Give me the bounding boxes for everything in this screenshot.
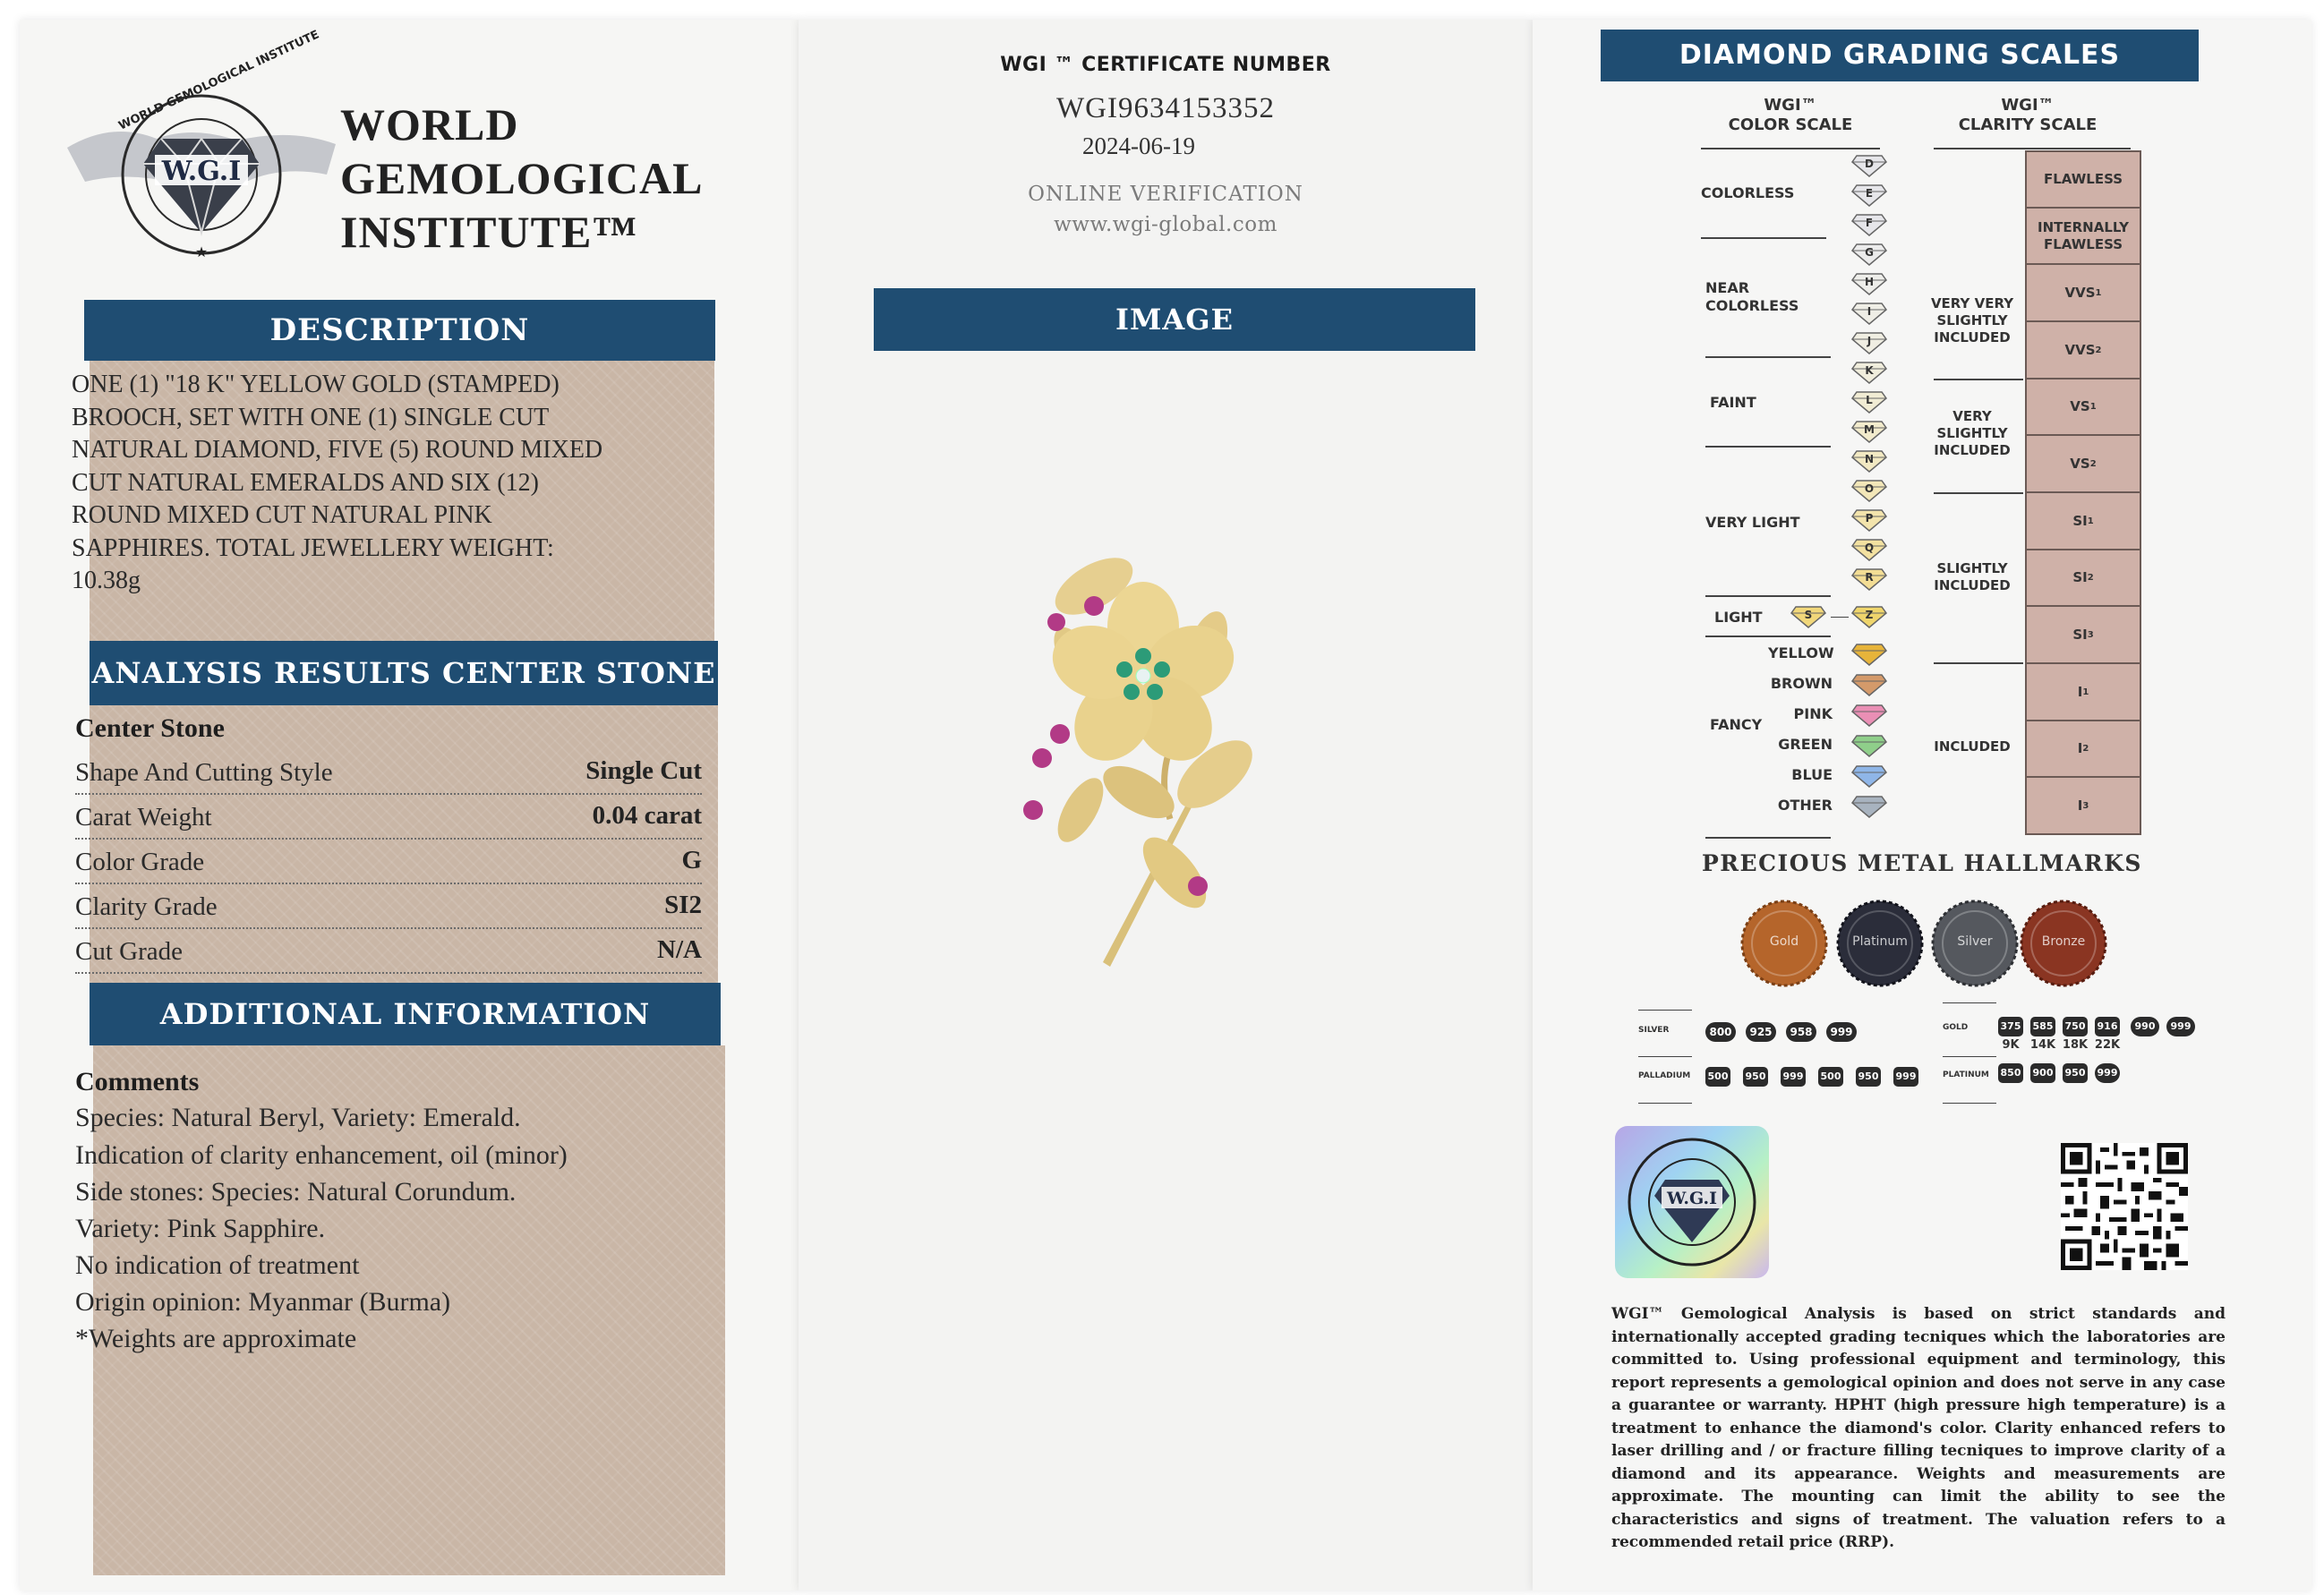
divider <box>1638 1056 1692 1057</box>
diamond-grade-letter: K <box>1865 364 1874 377</box>
medal-label: Silver <box>1957 934 1993 949</box>
diamond-grade-icon <box>1851 479 1887 502</box>
color-scale-heading-line: WGI™ <box>1764 96 1817 115</box>
clarity-scale-heading-line: CLARITY SCALE <box>1958 115 2098 134</box>
fancy-diamond-icon <box>1851 704 1887 727</box>
fancy-color-label: OTHER <box>1777 797 1833 814</box>
platinum-stamp: 900 <box>2030 1063 2055 1083</box>
clarity-grade-subscript: 1 <box>2087 516 2094 526</box>
gold-label: GOLD <box>1943 1023 1969 1032</box>
diamond-grade-letter: N <box>1864 453 1875 465</box>
diamond-grade-letter: P <box>1865 512 1874 525</box>
clarity-group-line: SLIGHTLY <box>1936 425 2008 441</box>
result-label: Color Grade <box>75 848 205 876</box>
clarity-grade-cell <box>2027 265 2140 322</box>
description-line: ROUND MIXED CUT NATURAL PINK <box>72 501 492 529</box>
diamond-grade-letter: H <box>1864 276 1875 288</box>
clarity-group-vs <box>1923 408 2021 459</box>
image-header: IMAGE <box>874 288 1475 351</box>
divider <box>1705 446 1831 448</box>
divider <box>1934 492 2023 494</box>
divider <box>1943 1002 1996 1003</box>
diamond-grade-icon <box>1851 449 1887 473</box>
clarity-grade-subscript: 1 <box>2095 287 2102 298</box>
medal-label: Gold <box>1769 934 1799 949</box>
clarity-scale-column <box>2025 150 2141 835</box>
comments-heading: Comments <box>75 1067 200 1096</box>
silver-stamp: 800 <box>1705 1022 1736 1042</box>
silver-label: SILVER <box>1638 1026 1670 1035</box>
logo-ring-text: WORLD GEMOLOGICAL INSTITUTE <box>116 28 322 133</box>
diamond-grade-letter: I <box>1867 305 1872 318</box>
diamond-grade-letter: Z <box>1865 609 1874 621</box>
description-line: NATURAL DIAMOND, FIVE (5) ROUND MIXED <box>72 436 603 464</box>
clarity-group-line: SLIGHTLY <box>1936 560 2008 576</box>
diamond-grade-icon <box>1851 213 1887 236</box>
diamond-grade-letter: L <box>1866 394 1873 406</box>
category-line: NEAR <box>1705 279 1750 296</box>
divider <box>1705 356 1831 358</box>
clarity-grade-cell <box>2027 436 2140 493</box>
result-value: Single Cut <box>585 756 702 785</box>
gold-stamp: 375 <box>1998 1017 2023 1036</box>
clarity-grade-cell <box>2027 664 2140 721</box>
category-very-light: VERY LIGHT <box>1705 514 1800 531</box>
result-row-clarity <box>75 884 702 929</box>
color-scale-heading <box>1701 96 1880 135</box>
result-row-cut <box>75 929 702 974</box>
fancy-diamond-icon <box>1851 795 1887 818</box>
diamond-grade-letter: O <box>1864 482 1875 495</box>
clarity-grade-text: SI <box>2072 626 2088 643</box>
clarity-grade-text: I <box>2077 683 2083 700</box>
result-row-carat <box>75 795 702 840</box>
diamond-grade-icon <box>1851 154 1887 177</box>
fancy-color-label: YELLOW <box>1768 644 1834 661</box>
comment-line: Species: Natural Beryl, Variety: Emerald. <box>75 1103 521 1132</box>
divider <box>1638 1010 1692 1011</box>
description-header: DESCRIPTION <box>84 300 715 361</box>
clarity-grade-subscript: 1 <box>2082 687 2089 697</box>
fancy-color-label: BLUE <box>1791 766 1833 783</box>
diamond-grade-icon <box>1851 420 1887 443</box>
diamond-grade-letter: E <box>1865 187 1874 200</box>
org-name-line-2: GEMOLOGICAL <box>340 153 704 203</box>
additional-header: ADDITIONAL INFORMATION <box>90 983 721 1045</box>
diamond-grade-letter: F <box>1865 217 1874 229</box>
divider <box>1701 148 1880 149</box>
clarity-grade-text: I <box>2077 740 2083 756</box>
gold-stamp: 999 <box>2166 1017 2195 1036</box>
gold-stamp: 990 <box>2131 1017 2159 1036</box>
result-value: SI2 <box>664 891 702 919</box>
center-stone-heading: Center Stone <box>75 713 225 743</box>
clarity-grade-subscript: 2 <box>2095 345 2102 355</box>
description-line: ONE (1) "18 K" YELLOW GOLD (STAMPED) <box>72 371 560 398</box>
palladium-stamp: 500 <box>1818 1067 1843 1087</box>
result-row-shape <box>75 750 702 795</box>
clarity-grade-text: VVS <box>2064 341 2096 358</box>
fancy-color-label: BROWN <box>1770 675 1833 692</box>
clarity-grade-subscript: 3 <box>2082 800 2089 811</box>
result-label: Clarity Grade <box>75 892 218 921</box>
clarity-grade-subscript: 2 <box>2082 744 2089 754</box>
wgi-logo <box>58 28 345 264</box>
clarity-grade-text: VVS <box>2064 284 2096 301</box>
org-name-line-3: INSTITUTE™ <box>340 207 638 257</box>
platinum-stamp: 850 <box>1998 1063 2023 1083</box>
clarity-grade-cell <box>2027 778 2140 833</box>
comment-line: Variety: Pink Sapphire. <box>75 1214 326 1243</box>
clarity-grade-text: I <box>2077 797 2083 814</box>
clarity-grade-subscript: 1 <box>2089 402 2097 412</box>
comment-line: Side stones: Species: Natural Corundum. <box>75 1177 517 1207</box>
palladium-stamp: 950 <box>1743 1067 1768 1087</box>
diamond-grade-icon <box>1851 331 1887 354</box>
online-verification-label: ONLINE VERIFICATION <box>1028 183 1303 206</box>
clarity-grade-cell <box>2027 209 2140 265</box>
result-label: Carat Weight <box>75 803 212 832</box>
diamond-grade-icon <box>1851 272 1887 295</box>
silver-medal-icon <box>1932 900 2018 986</box>
hologram-letters: W.G.I <box>1666 1189 1718 1208</box>
fancy-diamond-icon <box>1851 764 1887 788</box>
clarity-group-line: INCLUDED <box>1934 329 2011 345</box>
result-label: Shape And Cutting Style <box>75 758 333 787</box>
description-line: 10.38g <box>72 567 141 594</box>
divider <box>1705 595 1831 597</box>
divider <box>1943 1103 1996 1104</box>
clarity-group-line: VERY <box>1952 408 1992 424</box>
description-text <box>72 369 698 598</box>
diamond-grade-icon <box>1851 605 1887 628</box>
result-value: 0.04 carat <box>592 801 702 830</box>
description-line: CUT NATURAL EMERALDS AND SIX (12) <box>72 468 539 497</box>
grading-scales-header: DIAMOND GRADING SCALES <box>1601 30 2199 81</box>
silver-stamp: 958 <box>1786 1022 1816 1042</box>
category-colorless: COLORLESS <box>1701 184 1795 201</box>
palladium-stamp: 500 <box>1705 1067 1730 1087</box>
platinum-label: PLATINUM <box>1943 1070 1989 1079</box>
fancy-diamond-icon <box>1851 673 1887 696</box>
gold-medal-icon <box>1741 900 1827 986</box>
clarity-group-vvs <box>1923 295 2021 346</box>
category-line: COLORLESS <box>1705 297 1799 314</box>
divider <box>1934 379 2023 380</box>
result-label: Cut Grade <box>75 937 183 966</box>
logo-letters: W.G.I <box>161 156 242 187</box>
karat-label: 9K <box>2002 1038 2020 1052</box>
palladium-label: PALLADIUM <box>1638 1071 1691 1080</box>
clarity-grade-subscript: 3 <box>2087 629 2094 640</box>
diamond-grade-icon <box>1851 183 1887 207</box>
bronze-medal-icon <box>2021 900 2106 986</box>
divider <box>1943 1056 1996 1057</box>
clarity-grade-subscript: 2 <box>2087 573 2094 583</box>
medal-label: Bronze <box>2041 934 2086 949</box>
range-dash <box>1831 617 1849 618</box>
clarity-grade-text: VS <box>2070 398 2090 414</box>
clarity-group-included: INCLUDED <box>1934 738 2011 755</box>
diamond-grade-letter: D <box>1865 158 1874 170</box>
category-near-colorless <box>1705 279 1799 315</box>
divider <box>1701 237 1826 239</box>
diamond-grade-letter: J <box>1867 335 1872 347</box>
category-faint: FAINT <box>1710 394 1756 411</box>
brooch-photo <box>995 533 1291 985</box>
clarity-grade-cell <box>2027 152 2140 209</box>
clarity-grade-cell <box>2027 493 2140 550</box>
clarity-grade-text: SI <box>2072 569 2088 585</box>
svg-text:★: ★ <box>194 243 209 260</box>
palladium-stamp: 999 <box>1781 1067 1806 1087</box>
clarity-grade-text: VS <box>2070 455 2090 472</box>
org-name-line-1: WORLD <box>340 99 519 149</box>
clarity-grade-cell <box>2027 322 2140 380</box>
diamond-grade-icon <box>1790 605 1826 628</box>
palladium-stamp: 950 <box>1856 1067 1881 1087</box>
fancy-diamond-icon <box>1851 643 1887 666</box>
divider <box>1934 662 2023 664</box>
karat-label: 22K <box>2094 1038 2121 1052</box>
result-row-color <box>75 840 702 884</box>
palladium-stamp: 999 <box>1893 1067 1918 1087</box>
clarity-grade-text: INTERNALLY FLAWLESS <box>2038 218 2129 252</box>
clarity-group-si <box>1923 560 2021 594</box>
clarity-group-line: SLIGHTLY <box>1936 312 2008 328</box>
diamond-grade-icon <box>1851 302 1887 325</box>
fancy-color-label: GREEN <box>1778 736 1833 753</box>
online-verification-url: www.wgi-global.com <box>1054 213 1277 236</box>
category-light: LIGHT <box>1714 609 1763 626</box>
description-line: BROOCH, SET WITH ONE (1) SINGLE CUT <box>72 403 550 431</box>
divider <box>1638 1103 1692 1104</box>
karat-label: 14K <box>2029 1038 2056 1052</box>
silver-stamp: 925 <box>1746 1022 1776 1042</box>
certificate-number: WGI9634153352 <box>1056 92 1275 124</box>
platinum-stamp: 999 <box>2095 1063 2120 1083</box>
clarity-group-line: VERY VERY <box>1930 295 2014 311</box>
clarity-group-line: INCLUDED <box>1934 577 2011 593</box>
diamond-grade-icon <box>1851 390 1887 414</box>
diamond-grade-icon <box>1851 538 1887 561</box>
clarity-grade-cell <box>2027 380 2140 436</box>
clarity-grade-text: FLAWLESS <box>2043 171 2123 187</box>
qr-code[interactable] <box>2061 1141 2188 1272</box>
divider <box>1705 635 1831 637</box>
clarity-scale-heading-line: WGI™ <box>2001 96 2055 115</box>
clarity-grade-cell <box>2027 607 2140 664</box>
result-value: G <box>681 846 702 874</box>
diamond-grade-letter: S <box>1804 609 1813 621</box>
certificate-label: WGI ™ CERTIFICATE NUMBER <box>1000 54 1331 76</box>
platinum-stamp: 950 <box>2063 1063 2088 1083</box>
karat-label: 18K <box>2062 1038 2089 1052</box>
comment-line: *Weights are approximate <box>75 1324 357 1353</box>
platinum-medal-icon <box>1837 900 1923 986</box>
diamond-grade-icon <box>1851 361 1887 384</box>
gold-stamp: 750 <box>2063 1017 2088 1036</box>
description-line: SAPPHIRES. TOTAL JEWELLERY WEIGHT: <box>72 533 554 562</box>
divider <box>1934 148 2131 149</box>
fancy-color-label: PINK <box>1793 705 1833 722</box>
clarity-grade-text: SI <box>2072 512 2088 529</box>
color-scale-heading-line: COLOR SCALE <box>1728 115 1853 134</box>
comment-line: No indication of treatment <box>75 1250 360 1280</box>
diamond-grade-icon <box>1851 508 1887 532</box>
diamond-grade-icon <box>1851 243 1887 266</box>
gold-stamp: 585 <box>2030 1017 2055 1036</box>
divider <box>1705 837 1831 839</box>
diamond-grade-letter: R <box>1865 571 1874 584</box>
clarity-grade-cell <box>2027 550 2140 607</box>
medal-label: Platinum <box>1852 934 1908 949</box>
category-fancy: FANCY <box>1710 716 1763 733</box>
comment-line: Origin opinion: Myanmar (Burma) <box>75 1287 451 1317</box>
diamond-grade-letter: G <box>1865 246 1874 259</box>
diamond-grade-letter: M <box>1864 423 1875 436</box>
gold-stamp: 916 <box>2095 1017 2120 1036</box>
clarity-group-line: INCLUDED <box>1934 442 2011 458</box>
result-value: N/A <box>657 935 702 964</box>
fancy-diamond-icon <box>1851 734 1887 757</box>
clarity-grade-subscript: 2 <box>2089 458 2097 469</box>
diamond-grade-letter: Q <box>1864 542 1875 554</box>
hologram-seal <box>1615 1126 1769 1278</box>
diamond-grade-icon <box>1851 567 1887 591</box>
disclaimer-text: WGI™ Gemological Analysis is based on strict standards and internationally accepted grading tecniques which the laboratories are committed to. Using professional equipment and terminology, this report represents a gemological opinion and does not serve in any case a guarantee or warranty. HPHT (high pressure high temperature) is a treatment to enhance the diamond's color. Clarity enhanced refers to laser drilling and / or fracture filling tecniques to improve clarity of a diamond and its appearance. Weights and measurements are approximate. The mounting can limit the ability to see the characteristics and signs of treatment. The valuation refers to a recommended retail price (RRP). <box>1611 1305 2226 1551</box>
silver-stamp: 999 <box>1826 1022 1857 1042</box>
clarity-grade-cell <box>2027 721 2140 778</box>
certificate-date: 2024-06-19 <box>1082 132 1195 159</box>
hallmarks-title: PRECIOUS METAL HALLMARKS <box>1701 850 2142 876</box>
analysis-header: ANALYSIS RESULTS CENTER STONE <box>90 641 718 705</box>
comment-line: Indication of clarity enhancement, oil (minor) <box>75 1140 568 1170</box>
clarity-scale-heading <box>1943 96 2113 135</box>
